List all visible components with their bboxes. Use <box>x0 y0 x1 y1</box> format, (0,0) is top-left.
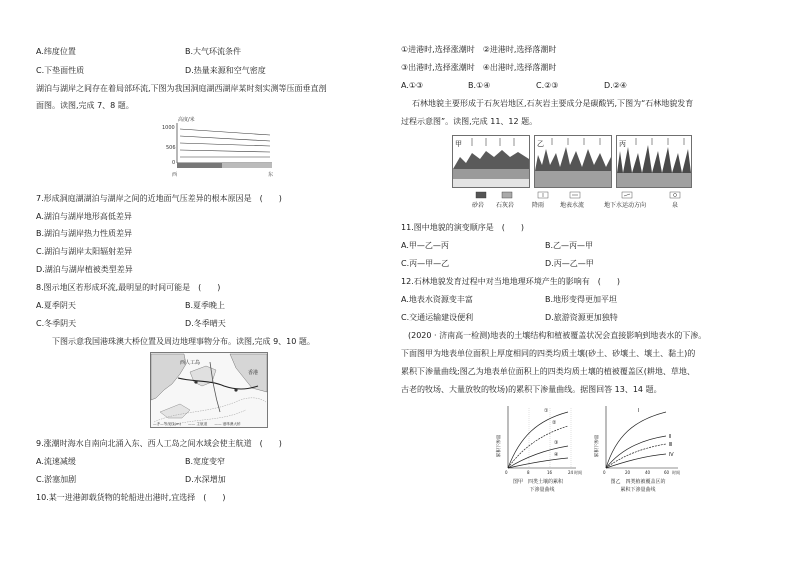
q8-b: B.夏季晚上 <box>185 301 226 310</box>
q8-stem: 8.图示地区若形成环流,最明显的时间可能是 ( ) <box>36 283 221 292</box>
q11-stem: 11.图中地貌的演变顺序是 ( ) <box>401 223 524 232</box>
chart-vegetation-infiltration <box>592 402 684 494</box>
chart-a-xlabel: 时间 <box>574 470 582 475</box>
chart-b-ylabel: 累积下渗量 <box>595 434 600 458</box>
q12-b: B.地形变得更加平坦 <box>545 295 618 304</box>
q10-statements-2: ③出港时,选择涨潮时 ④出港时,选择落潮时 <box>401 63 557 72</box>
intro-13-14-line3: 累积下渗量曲线;图乙为地表单位面积上的四类均质土壤的植被覆盖区(耕地、草地、 <box>401 367 695 376</box>
option-a: A.纬度位置 <box>36 47 76 56</box>
q9-d: D.水深增加 <box>185 475 226 484</box>
legend-rainfall: 降雨 <box>532 202 545 209</box>
chart-a-tick-24: 24 <box>568 470 574 475</box>
legend-groundwater: 地下水运动方向 <box>604 202 647 209</box>
legend-limestone: 石灰岩 <box>496 202 515 209</box>
q7-b: B.湖泊与湖岸热力性质差异 <box>36 229 133 238</box>
chart-a-caption-2: 下渗量曲线 <box>529 487 555 493</box>
q11-d: D.丙—乙—甲 <box>545 259 594 268</box>
intro-7-8-line2: 面图。读图,完成 7、8 题。 <box>36 101 134 110</box>
q7-c: C.湖泊与湖岸太阳辐射差异 <box>36 247 133 256</box>
chart-b-series-1: Ⅰ <box>638 408 640 414</box>
legend-sandstone: 砂岩 <box>472 202 485 209</box>
q10-stem: 10.某一进港卸载货物的轮船进出港时,宜选择 ( ) <box>36 493 226 502</box>
intro-13-14-line2: 下面图甲为地表单位面积上厚度相同的四类均质土壤(砂土、砂壤土、壤土、黏土)的 <box>401 349 696 358</box>
chart-soil-infiltration <box>494 402 580 494</box>
fig1-ylabel: 高度/米 <box>178 117 195 123</box>
fig3-legend <box>472 192 680 209</box>
fig1-west: 西 <box>172 172 178 178</box>
fig1-y0: 0 <box>172 160 176 166</box>
q7-a: A.湖泊与湖岸地形高低差异 <box>36 212 132 221</box>
q8-a: A.夏季阴天 <box>36 301 76 310</box>
intro-13-14-line1: (2020 · 济南高一检测)地表的土壤结构和植被覆盖状况会直接影响到地表水的下渗。 <box>408 331 707 340</box>
q10-d: D.②④ <box>604 81 628 90</box>
panel-jia <box>453 136 530 188</box>
q9-b: B.宽度变窄 <box>185 457 226 466</box>
legend-spring: 泉 <box>672 202 679 209</box>
q10-statements-1: ①进港时,选择涨潮时 ②进港时,选择落潮时 <box>401 45 557 54</box>
intro-11-12-line1: 石林地貌主要形成于石灰岩地区,石灰岩主要成分是碳酸钙,下图为“石林地貌发育 <box>412 99 694 108</box>
q8-c: C.冬季阴天 <box>36 319 77 328</box>
intro-7-8-line1: 湖泊与湖岸之间存在着局部环流,下图为我国洞庭湖西湖岸某时刻实测等压面垂直剖 <box>36 84 327 93</box>
panel-label-jia: 甲 <box>455 140 462 148</box>
fig1-east: 东 <box>268 172 274 178</box>
chart-b-series-4: Ⅳ <box>669 452 674 458</box>
map-legend: —矛—等深线(m) —— 主航道 —— 港珠澳大桥 <box>153 422 241 426</box>
chart-a-tick-0: 0 <box>505 470 508 475</box>
fig1-y1000: 1000 <box>162 125 175 131</box>
panel-label-bing: 丙 <box>619 140 626 148</box>
q9-a: A.流速减缓 <box>36 457 76 466</box>
chart-a-series-4: ④ <box>554 452 559 458</box>
chart-a-tick-8: 8 <box>527 470 530 475</box>
q9-c: C.淤塞加剧 <box>36 475 77 484</box>
q11-c: C.丙—甲—乙 <box>401 259 450 268</box>
map-label-island: 西人工岛 <box>180 360 201 366</box>
chart-b-tick-60: 60 <box>664 470 670 475</box>
chart-a-series-1: ① <box>544 408 549 414</box>
bridge-map-figure <box>150 352 268 428</box>
q7-d: D.湖泊与湖岸植被类型差异 <box>36 265 133 274</box>
panel-label-yi: 乙 <box>537 140 544 148</box>
panel-yi <box>535 136 612 188</box>
panel-bing <box>617 136 692 188</box>
q11-b: B.乙—丙—甲 <box>545 241 594 250</box>
chart-b-xlabel: 时间 <box>672 470 680 475</box>
chart-b-caption-1: 图乙 四类植被覆盖区的 <box>610 479 666 485</box>
option-c: C.下垫面性质 <box>36 66 85 75</box>
q7-stem: 7.形成洞庭湖湖泊与湖岸之间的近地面气压差异的根本原因是 ( ) <box>36 194 282 203</box>
q11-a: A.甲—乙—丙 <box>401 241 449 250</box>
chart-a-ylabel: 累积下渗量 <box>497 434 502 458</box>
intro-9-10: 下图示意我国港珠澳大桥位置及周边地理事物分布。读图,完成 9、10 题。 <box>52 337 315 346</box>
chart-a-caption-1: 图甲 四类土壤的累积 <box>512 479 564 485</box>
map-label-hk: 香港 <box>248 370 259 376</box>
q12-d: D.旅游资源更加独特 <box>545 313 618 322</box>
q12-a: A.地表水资源变丰富 <box>401 295 473 304</box>
q8-d: D.冬季晴天 <box>185 319 226 328</box>
legend-surface-flow: 地表水流 <box>560 202 585 209</box>
intro-13-14-line4: 古老的牧场、大量放牧的牧场)的累积下渗量曲线。据图回答 13、14 题。 <box>401 385 662 394</box>
intro-11-12-line2: 过程示意图”。读图,完成 11、12 题。 <box>401 117 538 126</box>
option-b: B.大气环流条件 <box>185 47 242 56</box>
chart-b-series-3: Ⅲ <box>669 442 673 448</box>
isobar-profile-figure <box>160 113 280 179</box>
chart-b-caption-2: 累积下渗量曲线 <box>620 487 656 493</box>
option-d: D.热量来源和空气密度 <box>185 66 266 75</box>
chart-b-tick-20: 20 <box>625 470 631 475</box>
q10-c: C.②③ <box>536 81 559 90</box>
chart-a-series-2: ② <box>552 420 557 426</box>
stone-forest-figure <box>452 135 692 209</box>
fig1-y506: 506 <box>166 145 176 151</box>
q10-a: A.①③ <box>401 81 424 90</box>
q12-c: C.交通运输建设便利 <box>401 313 474 322</box>
q10-b: B.①④ <box>468 81 491 90</box>
chart-a-series-3: ③ <box>554 440 559 446</box>
chart-b-series-2: Ⅱ <box>669 434 672 440</box>
chart-b-tick-40: 40 <box>645 470 651 475</box>
chart-a-tick-16: 16 <box>547 470 553 475</box>
chart-b-tick-0: 0 <box>603 470 606 475</box>
q9-stem: 9.涨潮时海水自南向北涌入东、西人工岛之间水域会使主航道 ( ) <box>36 439 282 448</box>
q12-stem: 12.石林地貌发育过程中对当地地理环境产生的影响有 ( ) <box>401 277 620 286</box>
